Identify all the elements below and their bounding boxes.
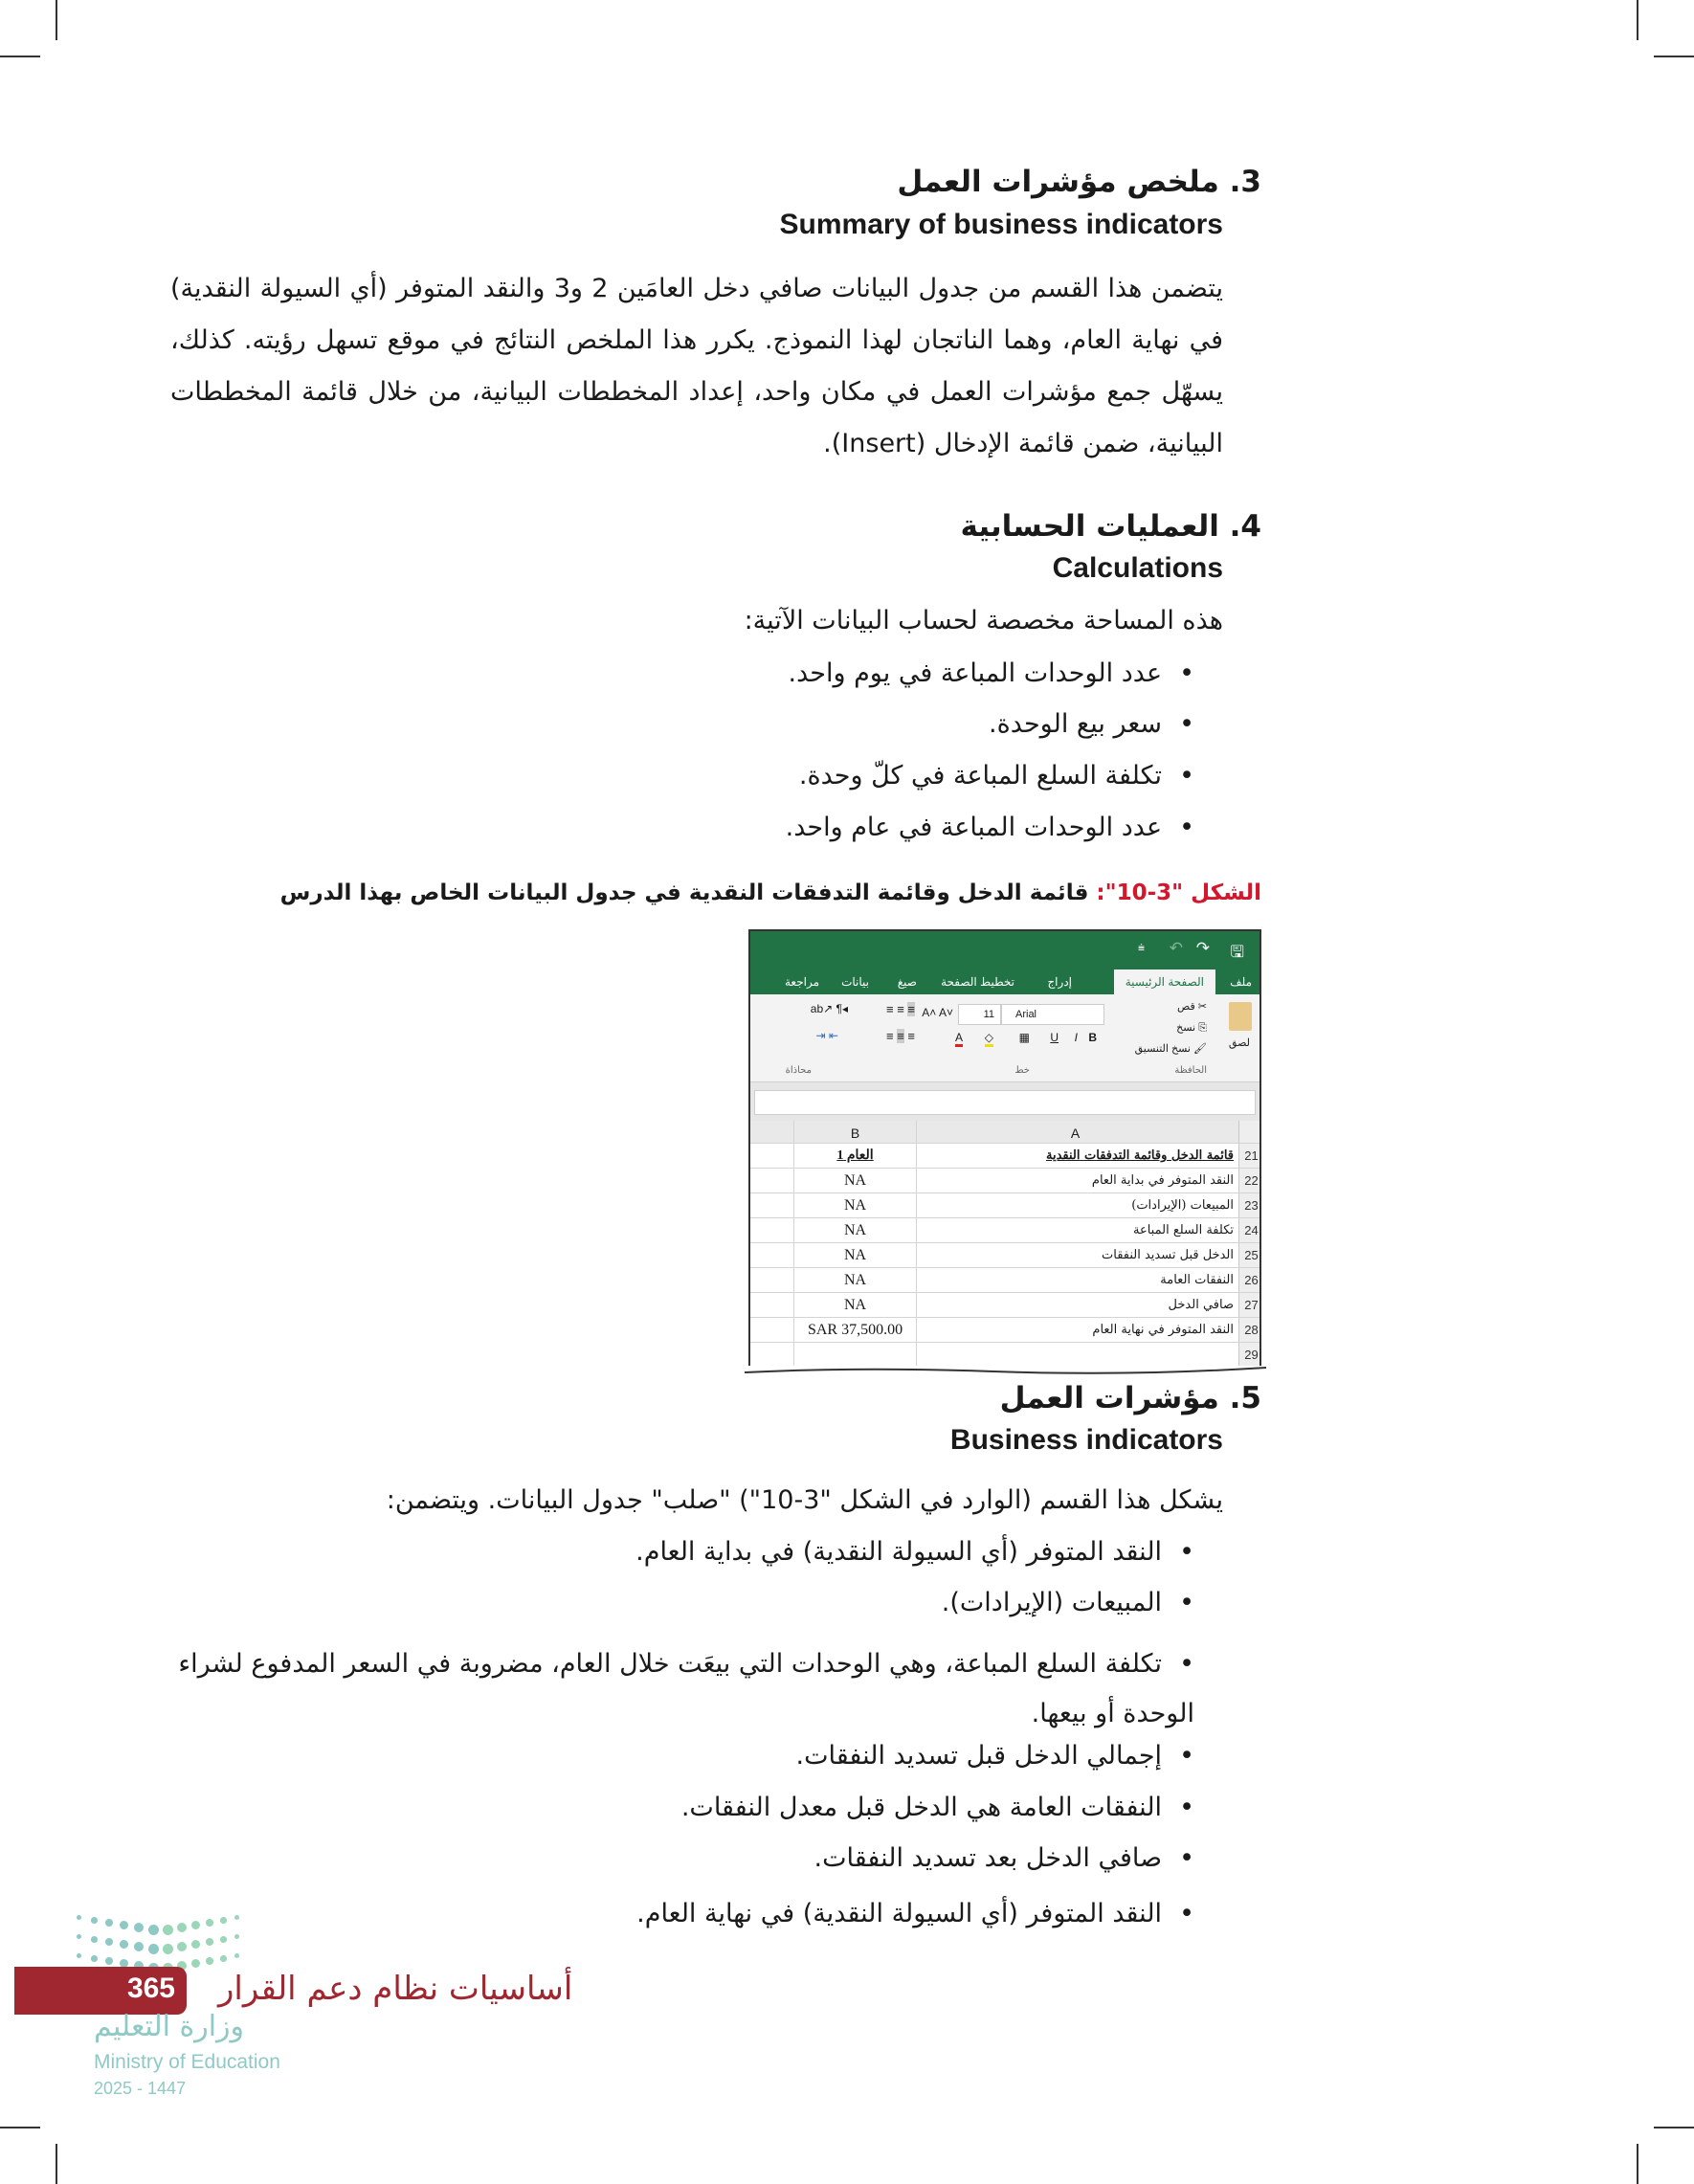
logo-dot	[134, 1942, 144, 1951]
row-number[interactable]: 21	[1238, 1144, 1261, 1168]
logo-dot	[220, 1936, 227, 1943]
logo-dot	[77, 1915, 81, 1920]
tab-file[interactable]: ملف	[1230, 975, 1252, 989]
cell-b[interactable]: NA	[793, 1268, 916, 1292]
cell-b[interactable]: NA	[793, 1169, 916, 1192]
section-number: 3.	[1229, 165, 1261, 199]
select-all-corner[interactable]	[1238, 1121, 1261, 1143]
cell-a[interactable]	[916, 1343, 1237, 1366]
paste-icon[interactable]	[1229, 1002, 1252, 1031]
bold-button[interactable]: B	[1088, 1031, 1097, 1044]
logo-dot	[191, 1959, 200, 1968]
section5-heading	[1000, 1381, 1261, 1415]
tab-insert[interactable]: إدراج	[1047, 975, 1072, 989]
logo-dot	[206, 1957, 213, 1965]
section-title: ملخص مؤشرات العمل	[897, 165, 1219, 199]
align-center-icons[interactable]: ≡ ≡ ≡	[886, 1029, 915, 1043]
italic-button[interactable]: I	[1074, 1031, 1078, 1044]
ministry-name-ar: وزارة التعليم	[94, 2010, 245, 2043]
column-header-b[interactable]: B	[793, 1121, 916, 1143]
bullet-item: • المبيعات (الإيرادات).	[942, 1588, 1194, 1617]
tab-home[interactable]: الصفحة الرئيسية	[1114, 969, 1215, 994]
logo-dot	[148, 1944, 159, 1954]
orientation-icon[interactable]: ab↗ ¶◂	[810, 1002, 848, 1015]
cell-a[interactable]: قائمة الدخل وقائمة التدفقات النقدية	[916, 1144, 1237, 1168]
crop-mark	[1637, 2144, 1638, 2184]
copy-icon: ⎘	[1198, 1022, 1207, 1034]
logo-dot	[91, 1936, 98, 1943]
torn-edge	[745, 1365, 1266, 1378]
cut-button[interactable]	[1177, 1000, 1207, 1013]
logo-dot	[234, 1934, 239, 1939]
font-group-label: خط	[1014, 1065, 1030, 1076]
align-top-icons[interactable]: ≡ ≡ ≡	[886, 1002, 915, 1016]
logo-dot	[105, 1938, 113, 1946]
fill-color-icon[interactable]: ◇	[985, 1031, 993, 1047]
crop-mark	[0, 2127, 40, 2128]
table-row	[750, 1343, 1261, 1366]
figure-caption	[280, 880, 1261, 905]
logo-dot	[191, 1940, 200, 1949]
font-name-select[interactable]: Arial	[1001, 1004, 1104, 1025]
section-title: مؤشرات العمل	[999, 1381, 1219, 1415]
table-row	[750, 1293, 1261, 1318]
bullet-item: • تكلفة السلع المباعة في كلّ وحدة.	[799, 761, 1194, 791]
crop-mark	[0, 56, 40, 57]
indent-icons[interactable]: ⇥ ⇤	[815, 1029, 838, 1042]
redo-icon[interactable]: ↷	[1195, 939, 1210, 957]
row-number[interactable]: 24	[1238, 1218, 1261, 1242]
table-row	[750, 1144, 1261, 1169]
section3-heading	[897, 165, 1261, 199]
clipboard-group-label: الحافظة	[1174, 1065, 1207, 1076]
logo-dot	[163, 1925, 173, 1935]
undo-icon[interactable]: ↶	[1169, 939, 1183, 957]
cell-b[interactable]: NA	[793, 1243, 916, 1267]
logo-dot	[134, 1923, 144, 1932]
section3-heading-en: Summary of business indicators	[779, 209, 1223, 240]
row-number[interactable]: 26	[1238, 1268, 1261, 1292]
column-header-row	[750, 1121, 1261, 1144]
bullet-item: • سعر بيع الوحدة.	[989, 709, 1194, 739]
cell-b[interactable]: NA	[793, 1218, 916, 1242]
figure-label: الشكل "3-10":	[1096, 880, 1261, 905]
row-number[interactable]: 25	[1238, 1243, 1261, 1267]
copy-label: نسخ	[1176, 1022, 1196, 1034]
logo-dot	[177, 1942, 187, 1951]
formula-input[interactable]	[754, 1090, 1256, 1115]
section4-heading	[961, 509, 1261, 544]
section4-heading-en: Calculations	[1052, 552, 1223, 584]
formula-bar	[750, 1082, 1259, 1121]
tab-page-layout[interactable]: تخطيط الصفحة	[941, 975, 1014, 989]
bullet-item: • صافي الدخل بعد تسديد النفقات.	[814, 1843, 1194, 1873]
tab-formulas[interactable]: صيغ	[897, 975, 917, 989]
logo-dot	[91, 1955, 98, 1962]
underline-button[interactable]: U	[1050, 1031, 1059, 1044]
font-color-icon[interactable]: A	[955, 1031, 963, 1047]
cell-a[interactable]: النفقات العامة	[916, 1268, 1237, 1292]
cell-a[interactable]: النقد المتوفر في نهاية العام	[916, 1318, 1237, 1342]
paste-button[interactable]: لصق	[1228, 1037, 1250, 1049]
book-title: أساسيات نظام دعم القرار	[218, 1970, 573, 2008]
bullet-item: • عدد الوحدات المباعة في يوم واحد.	[789, 658, 1195, 688]
bullet-item: • إجمالي الدخل قبل تسديد النفقات.	[796, 1741, 1194, 1771]
row-number[interactable]: 27	[1238, 1293, 1261, 1317]
font-size-select[interactable]: 11	[958, 1004, 1001, 1025]
cell-b[interactable]: SAR 37,500.00	[793, 1318, 916, 1342]
section4-intro: هذه المساحة مخصصة لحساب البيانات الآتية:	[744, 606, 1223, 635]
tab-review[interactable]: مراجعة	[784, 975, 819, 989]
table-row	[750, 1218, 1261, 1243]
logo-dot	[177, 1923, 187, 1932]
column-header-a[interactable]: A	[916, 1121, 1237, 1143]
row-number[interactable]: 28	[1238, 1318, 1261, 1342]
copy-button[interactable]	[1176, 1021, 1207, 1035]
logo-dot	[120, 1940, 128, 1949]
bullet-item: • النقد المتوفر (أي السيولة النقدية) في بداية العام.	[635, 1537, 1194, 1567]
ministry-name-en: Ministry of Education	[94, 2051, 280, 2073]
logo-dot	[206, 1919, 213, 1927]
row-number[interactable]: 23	[1238, 1193, 1261, 1217]
logo-dot	[77, 1953, 81, 1958]
bullet-item: • تكلفة السلع المباعة، وهي الوحدات التي بيعَت خلال العام، مضروبة في السعر المدفوع لشراء الوحدة أو بيعها.	[161, 1639, 1194, 1739]
logo-dot	[148, 1925, 159, 1935]
page-number: 365	[126, 1972, 175, 2004]
cell-b[interactable]: NA	[793, 1293, 916, 1317]
cell-a[interactable]: صافي الدخل	[916, 1293, 1237, 1317]
logo-dot	[163, 1944, 173, 1954]
bullet-item: • النفقات العامة هي الدخل قبل معدل النفقات.	[681, 1793, 1194, 1822]
cell-a[interactable]: الدخل قبل تسديد النفقات	[916, 1243, 1237, 1267]
ribbon	[750, 994, 1259, 1082]
section5-heading-en: Business indicators	[949, 1424, 1223, 1456]
crop-mark	[1654, 2127, 1694, 2128]
logo-dot	[206, 1938, 213, 1946]
bullet-item: • النقد المتوفر (أي السيولة النقدية) في نهاية العام.	[636, 1899, 1194, 1928]
logo-dot	[105, 1919, 113, 1927]
logo-dot	[77, 1934, 81, 1939]
cell-b[interactable]: العام 1	[793, 1144, 916, 1168]
alignment-group-label: محاذاة	[785, 1065, 812, 1076]
table-row	[750, 1243, 1261, 1268]
logo-dot	[191, 1921, 200, 1929]
ribbon-tabs	[750, 969, 1259, 994]
logo-dot	[105, 1957, 113, 1965]
section-title: العمليات الحسابية	[960, 509, 1219, 544]
font-size-buttons[interactable]: A˄ A˅	[922, 1006, 953, 1019]
section-number: 4.	[1229, 509, 1261, 544]
bullet-item: • عدد الوحدات المباعة في عام واحد.	[786, 813, 1194, 842]
scissors-icon: ✂	[1197, 1001, 1207, 1013]
logo-dot	[220, 1917, 227, 1924]
logo-dot	[120, 1921, 128, 1929]
save-icon[interactable]: 🖫	[1230, 943, 1244, 961]
table-row	[750, 1193, 1261, 1218]
cell-b[interactable]	[793, 1343, 916, 1366]
crop-mark	[1654, 56, 1694, 57]
section-number: 5.	[1229, 1381, 1261, 1415]
cell-a[interactable]: النقد المتوفر في بداية العام	[916, 1169, 1237, 1192]
crop-mark	[56, 2144, 57, 2184]
cell-a[interactable]: المبيعات (الإيرادات)	[916, 1193, 1237, 1217]
customize-toolbar-icon[interactable]: ⩧	[1137, 941, 1145, 954]
logo-dot	[91, 1917, 98, 1924]
excel-title-bar	[750, 931, 1259, 969]
section3-paragraph: يتضمن هذا القسم من جدول البيانات صافي دخل العامَين 2 و3 والنقد المتوفر (أي السيولة النقدية) في نهاية العام، وهما الناتجان لهذا النموذج. يكرر هذا الملخص النتائج في موقع تسهل رؤيته. كذلك، يسهّل جمع مؤشرات العمل في مكان واحد، إعداد المخططات البيانية، من خلال قائمة المخططات البيانية، ضمن قائمة الإدخال (Insert).	[170, 274, 1223, 458]
logo-dot	[234, 1915, 239, 1920]
table-row	[750, 1268, 1261, 1293]
logo-dot	[220, 1955, 227, 1962]
format-painter-label: نسخ التنسيق	[1134, 1043, 1191, 1055]
cell-a[interactable]: تكلفة السلع المباعة	[916, 1218, 1237, 1242]
table-row	[750, 1318, 1261, 1343]
crop-mark	[1637, 0, 1638, 40]
logo-dot	[234, 1953, 239, 1958]
borders-icon[interactable]: ▦	[1018, 1031, 1030, 1044]
crop-mark	[56, 0, 57, 40]
row-number[interactable]: 22	[1238, 1169, 1261, 1192]
format-painter-button[interactable]	[1135, 1042, 1207, 1055]
figure-caption-text: قائمة الدخل وقائمة التدفقات النقدية في جدول البيانات الخاص بهذا الدرس	[279, 880, 1089, 905]
table-row	[750, 1169, 1261, 1193]
edition-year: 2025 - 1447	[94, 2079, 187, 2098]
row-number[interactable]: 29	[1238, 1343, 1261, 1366]
tab-data[interactable]: بيانات	[841, 975, 869, 989]
brush-icon: 🖌	[1193, 1043, 1207, 1055]
cell-b[interactable]: NA	[793, 1193, 916, 1217]
excel-screenshot	[748, 929, 1261, 1366]
cut-label: قص	[1176, 1001, 1195, 1013]
section5-intro: يشكل هذا القسم (الوارد في الشكل "3-10") "صلب" جدول البيانات. ويتضمن:	[386, 1485, 1223, 1515]
page-number-tab	[14, 1967, 187, 2015]
